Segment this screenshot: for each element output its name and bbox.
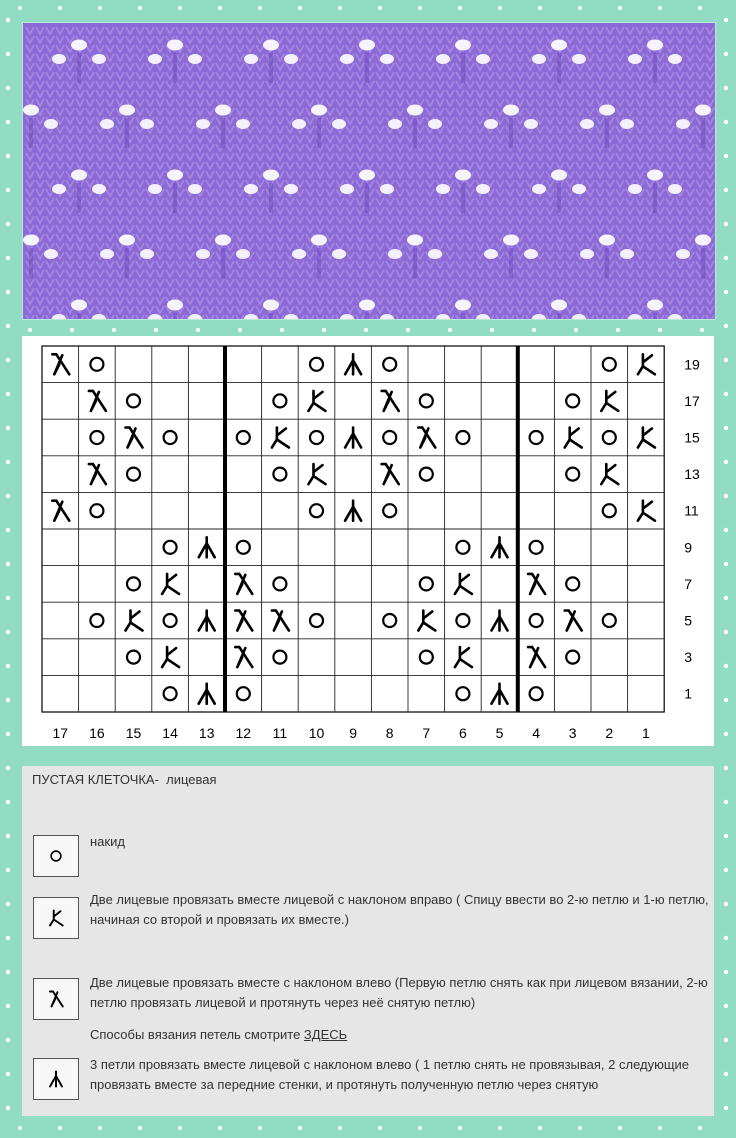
background-dot — [6, 1004, 10, 1008]
background-dot — [578, 1126, 582, 1130]
lace-eyelet — [388, 249, 402, 259]
background-dot — [418, 6, 422, 10]
lace-eyelet — [292, 249, 306, 259]
background-dot — [724, 426, 728, 430]
lace-eyelet — [599, 235, 615, 246]
background-dot — [698, 1126, 702, 1130]
lace-eyelet — [455, 170, 471, 181]
background-dot — [724, 460, 728, 464]
lace-eyelet — [676, 119, 690, 129]
knitting-chart — [22, 336, 714, 746]
background-dot — [616, 328, 620, 332]
background-dot — [6, 494, 10, 498]
background-dot — [6, 154, 10, 158]
row-number-label: 19 — [684, 356, 700, 373]
lace-eyelet — [628, 54, 642, 64]
lace-eyelet — [359, 170, 375, 181]
background-dot — [6, 358, 10, 362]
lace-eyelet — [572, 184, 586, 194]
background-dot — [498, 6, 502, 10]
background-dot — [6, 460, 10, 464]
lace-eyelet — [580, 119, 594, 129]
background-dot — [6, 596, 10, 600]
background-dot — [238, 328, 242, 332]
background-dot — [98, 6, 102, 10]
background-dot — [724, 188, 728, 192]
lace-eyelet — [503, 105, 519, 116]
lace-eyelet — [167, 170, 183, 181]
lace-eyelet — [196, 249, 210, 259]
background-dot — [658, 6, 662, 10]
lace-eyelet — [311, 235, 327, 246]
lace-eyelet — [52, 184, 66, 194]
lace-eyelet — [620, 249, 634, 259]
background-dot — [6, 392, 10, 396]
lace-eyelet — [44, 119, 58, 129]
column-number-label: 7 — [422, 725, 431, 741]
lace-eyelet — [476, 54, 490, 64]
lace-eyelet — [628, 184, 642, 194]
lace-eyelet — [236, 249, 250, 259]
lace-eyelet — [236, 119, 250, 129]
ssk-symbol-box — [33, 978, 79, 1020]
lace-eyelet — [244, 184, 258, 194]
background-dot — [724, 630, 728, 634]
lace-eyelet — [148, 184, 162, 194]
background-dot — [578, 6, 582, 10]
lace-eyelet — [119, 235, 135, 246]
background-dot — [724, 528, 728, 532]
knitted-lace-swatch-photo — [22, 22, 716, 320]
technique-note — [90, 1025, 710, 1045]
background-dot — [178, 1126, 182, 1130]
right-decrease-icon — [34, 898, 78, 938]
background-dot — [154, 328, 158, 332]
background-dot — [724, 868, 728, 872]
legend-text-sk2p: 3 петли провязать вместе лицевой с наклоном влево ( 1 петлю снять не провязывая, 2 следующие провязать вместе за передние стенки, и протянуть полученную петлю через снятую — [90, 1057, 690, 1092]
lace-eyelet — [311, 105, 327, 116]
column-number-label: 17 — [52, 725, 69, 741]
background-dot — [6, 256, 10, 260]
background-dot — [18, 1126, 22, 1130]
legend-panel — [22, 766, 714, 1116]
background-dot — [298, 1126, 302, 1130]
background-dot — [724, 936, 728, 940]
background-dot — [458, 1126, 462, 1130]
background-dot — [6, 18, 10, 22]
background-dot — [58, 6, 62, 10]
row-number-label: 11 — [684, 502, 699, 519]
lace-eyelet — [340, 184, 354, 194]
background-dot — [658, 328, 662, 332]
background-dot — [418, 1126, 422, 1130]
background-dot — [364, 328, 368, 332]
lace-eyelet — [292, 119, 306, 129]
lace-eyelet — [503, 235, 519, 246]
background-dot — [458, 6, 462, 10]
lace-eyelet — [551, 300, 567, 311]
background-dot — [724, 392, 728, 396]
background-dot — [658, 1126, 662, 1130]
lace-eyelet — [524, 249, 538, 259]
background-dot — [724, 290, 728, 294]
background-dot — [618, 6, 622, 10]
background-dot — [724, 324, 728, 328]
lace-eyelet — [284, 54, 298, 64]
background-dot — [280, 328, 284, 332]
background-dot — [6, 800, 10, 804]
column-number-label: 13 — [198, 725, 215, 741]
background-dot — [724, 902, 728, 906]
background-dot — [724, 52, 728, 56]
background-dot — [6, 324, 10, 328]
lace-eyelet — [388, 119, 402, 129]
lace-eyelet — [428, 249, 442, 259]
background-dot — [406, 328, 410, 332]
technique-note-text: Способы вязания петель смотрите — [90, 1027, 304, 1042]
background-dot — [258, 6, 262, 10]
background-dot — [6, 970, 10, 974]
lace-eyelet — [695, 235, 711, 246]
lace-eyelet — [71, 300, 87, 311]
lace-eyelet — [695, 105, 711, 116]
background-dot — [6, 630, 10, 634]
k2tog-symbol-box — [33, 897, 79, 939]
background-dot — [98, 1126, 102, 1130]
lace-eyelet — [436, 54, 450, 64]
lace-eyelet — [119, 105, 135, 116]
background-dot — [538, 6, 542, 10]
background-dot — [490, 328, 494, 332]
lace-eyelet — [580, 249, 594, 259]
lace-eyelet — [188, 184, 202, 194]
lace-eyelet — [167, 40, 183, 51]
row-number-label: 1 — [684, 685, 692, 702]
background-dot — [538, 1126, 542, 1130]
background-dot — [498, 1126, 502, 1130]
background-dot — [6, 1072, 10, 1076]
lace-eyelet — [71, 170, 87, 181]
background-dot — [6, 528, 10, 532]
column-number-label: 16 — [89, 725, 105, 741]
background-dot — [70, 328, 74, 332]
lace-eyelet — [407, 235, 423, 246]
lace-eyelet — [215, 235, 231, 246]
background-dot — [218, 6, 222, 10]
lace-eyelet — [647, 300, 663, 311]
lace-eyelet — [620, 119, 634, 129]
lace-eyelet — [647, 170, 663, 181]
background-dot — [6, 732, 10, 736]
background-dot — [138, 6, 142, 10]
lace-eyelet — [359, 40, 375, 51]
column-number-label: 12 — [235, 725, 252, 741]
background-dot — [724, 1004, 728, 1008]
knitting-chart-panel — [22, 336, 714, 746]
lace-eyelet — [263, 300, 279, 311]
background-dot — [298, 6, 302, 10]
lace-eyelet — [676, 249, 690, 259]
background-dot — [112, 328, 116, 332]
lace-eyelet — [140, 119, 154, 129]
column-number-label: 3 — [568, 725, 577, 741]
background-dot — [724, 154, 728, 158]
background-dot — [58, 1126, 62, 1130]
background-dot — [724, 732, 728, 736]
background-dot — [6, 868, 10, 872]
column-number-label: 4 — [532, 725, 540, 741]
background-dot — [6, 222, 10, 226]
lace-eyelet — [668, 54, 682, 64]
lace-eyelet — [380, 54, 394, 64]
background-dot — [218, 1126, 222, 1130]
lace-eyelet — [476, 184, 490, 194]
legend-text-k2tog: Две лицевые провязать вместе лицевой с наклоном вправо ( Спицу ввести во 2-ю петлю и 1-ю петлю, начиная со второй и провязать их вместе.) — [90, 892, 709, 927]
background-dot — [338, 1126, 342, 1130]
lace-eyelet — [380, 184, 394, 194]
row-number-label: 17 — [684, 392, 700, 409]
lace-eyelet — [23, 235, 39, 246]
lace-eyelet — [572, 54, 586, 64]
lace-eyelet — [455, 40, 471, 51]
background-dot — [532, 328, 536, 332]
lace-eyelet — [484, 119, 498, 129]
row-number-label: 15 — [684, 429, 700, 446]
lace-eyelet — [484, 249, 498, 259]
lace-eyelet — [52, 54, 66, 64]
background-dot — [378, 1126, 382, 1130]
lace-eyelet — [148, 54, 162, 64]
background-dot — [724, 222, 728, 226]
row-number-label: 9 — [684, 539, 692, 556]
background-dot — [724, 766, 728, 770]
background-dot — [618, 1126, 622, 1130]
background-dot — [378, 6, 382, 10]
lace-eyelet — [524, 119, 538, 129]
background-dot — [724, 698, 728, 702]
background-dot — [724, 256, 728, 260]
lace-eyelet — [340, 54, 354, 64]
background-dot — [700, 328, 704, 332]
background-dot — [6, 698, 10, 702]
background-dot — [724, 596, 728, 600]
lace-eyelet — [668, 184, 682, 194]
background-dot — [6, 664, 10, 668]
background-dot — [6, 936, 10, 940]
yarn-over-symbol-box — [33, 835, 79, 877]
background-dot — [724, 120, 728, 124]
lace-eyelet — [188, 54, 202, 64]
legend-header: ПУСТАЯ КЛЕТОЧКА- лицевая — [32, 772, 217, 787]
background-dot — [448, 328, 452, 332]
lace-eyelet — [92, 54, 106, 64]
background-dot — [6, 426, 10, 430]
legend-text-ssk: Две лицевые провязать вместе с наклоном влево (Первую петлю снять как при лицевом вязании, 2-ю петлю провязать лицевой и протянуть через неё снятую петлю) — [90, 975, 708, 1010]
background-dot — [724, 1106, 728, 1110]
lace-eyelet — [140, 249, 154, 259]
lace-eyelet — [407, 105, 423, 116]
background-dot — [258, 1126, 262, 1130]
lace-eyelet — [332, 249, 346, 259]
background-dot — [6, 1038, 10, 1042]
background-dot — [322, 328, 326, 332]
double-decrease-icon — [34, 1059, 78, 1099]
lace-eyelet — [359, 300, 375, 311]
lace-eyelet — [196, 119, 210, 129]
background-dot — [724, 970, 728, 974]
background-dot — [178, 6, 182, 10]
lace-eyelet — [551, 40, 567, 51]
background-dot — [196, 328, 200, 332]
lace-eyelet — [71, 40, 87, 51]
lace-eyelet — [100, 249, 114, 259]
background-dot — [724, 800, 728, 804]
background-dot — [724, 18, 728, 22]
lace-eyelet — [551, 170, 567, 181]
lace-eyelet — [428, 119, 442, 129]
lace-eyelet — [215, 105, 231, 116]
lace-eyelet — [44, 249, 58, 259]
sk2p-symbol-box — [33, 1058, 79, 1100]
background-dot — [574, 328, 578, 332]
lace-eyelet — [263, 40, 279, 51]
lace-eyelet — [455, 300, 471, 311]
row-number-label: 7 — [684, 575, 692, 592]
background-dot — [6, 902, 10, 906]
lace-eyelet — [599, 105, 615, 116]
background-dot — [724, 86, 728, 90]
background-dot — [6, 290, 10, 294]
background-dot — [6, 1106, 10, 1110]
row-number-label: 5 — [684, 612, 692, 629]
background-dot — [724, 562, 728, 566]
background-dot — [138, 1126, 142, 1130]
background-dot — [724, 834, 728, 838]
lace-eyelet — [100, 119, 114, 129]
background-dot — [6, 52, 10, 56]
lace-eyelet — [532, 54, 546, 64]
background-dot — [724, 494, 728, 498]
background-dot — [6, 86, 10, 90]
lace-eyelet — [532, 184, 546, 194]
column-number-label: 5 — [495, 725, 504, 741]
column-number-label: 14 — [162, 725, 178, 741]
background-dot — [338, 6, 342, 10]
column-number-label: 6 — [459, 725, 467, 741]
column-number-label: 8 — [385, 725, 394, 741]
background-dot — [724, 664, 728, 668]
column-number-label: 1 — [642, 725, 650, 741]
lace-eyelet — [23, 105, 39, 116]
column-number-label: 10 — [308, 725, 325, 741]
lace-eyelet — [244, 54, 258, 64]
legend-text-yarn-over: накид — [90, 834, 125, 849]
column-number-label: 11 — [272, 725, 288, 741]
lace-eyelet — [92, 184, 106, 194]
background-dot — [6, 188, 10, 192]
row-number-label: 13 — [684, 466, 700, 483]
lace-eyelet — [167, 300, 183, 311]
yarn-over-icon — [34, 836, 78, 876]
background-dot — [18, 6, 22, 10]
lace-eyelet — [284, 184, 298, 194]
lace-eyelet — [436, 184, 450, 194]
background-dot — [6, 562, 10, 566]
background-dot — [724, 1038, 728, 1042]
row-number-label: 3 — [684, 649, 692, 666]
background-dot — [698, 6, 702, 10]
left-decrease-icon — [34, 979, 78, 1019]
background-dot — [6, 834, 10, 838]
background-dot — [724, 358, 728, 362]
here-link[interactable]: ЗДЕСЬ — [303, 1027, 348, 1042]
background-dot — [6, 766, 10, 770]
column-number-label: 2 — [605, 725, 614, 741]
background-dot — [6, 120, 10, 124]
column-number-label: 9 — [349, 725, 357, 741]
lace-eyelet — [332, 119, 346, 129]
lace-eyelet — [263, 170, 279, 181]
lace-eyelet — [647, 40, 663, 51]
column-number-label: 15 — [125, 725, 142, 741]
background-dot — [724, 1072, 728, 1076]
background-dot — [28, 328, 32, 332]
